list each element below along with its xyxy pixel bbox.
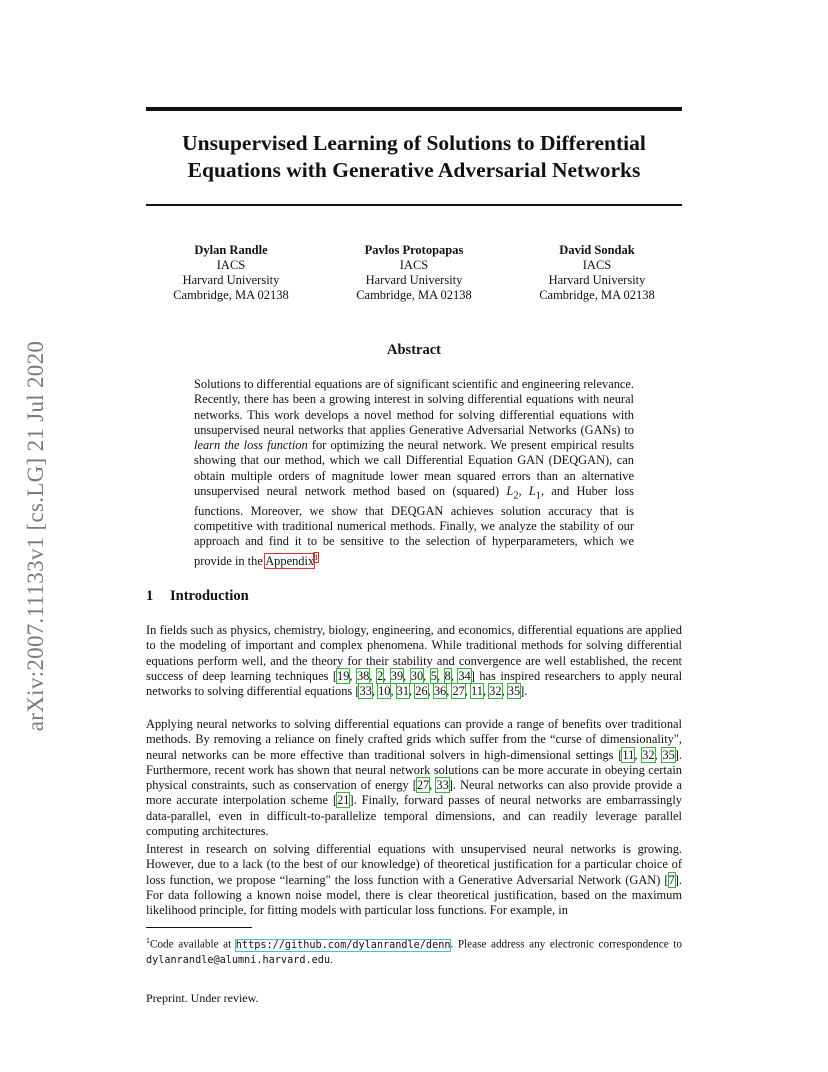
abstract-text-1: Solutions to differential equations are of significant scientific and engineering relevance. Recently, there has been a growing interest in solving differential equations with neural networks. This work develops a novel method for solving differential equations with unsupervised neural networks that applies Generative Adversarial Networks (GANs) to — [194, 377, 634, 437]
appendix-link[interactable]: Appendix — [265, 553, 315, 568]
paragraph-text: Applying neural networks to solving differential equations can provide a range of benefits over traditional methods. By removing a reliance on finely crafted grids which suffer from the “curse of dimensionality", neural networks can be more effective than traditional solvers in high-dimensional settings [ — [146, 717, 682, 762]
citation-link[interactable]: 39 — [390, 668, 404, 683]
citation-link[interactable]: 11 — [622, 747, 635, 762]
footnote-text: . Please address any electronic correspondence to — [450, 938, 682, 951]
citation-group: 27, 33 — [416, 778, 449, 793]
citation-link[interactable]: 36 — [433, 684, 447, 699]
abstract-comma: , — [518, 484, 529, 499]
math-l2-sub: 2 — [513, 490, 519, 502]
intro-paragraph-2 — [146, 717, 682, 839]
intro-paragraph-3 — [146, 842, 682, 918]
preprint-note: Preprint. Under review. — [146, 991, 259, 1005]
citation-link[interactable]: 32 — [489, 684, 502, 699]
author-name: Pavlos Protopapas — [364, 243, 464, 257]
author-dept: IACS — [399, 258, 429, 272]
citation-link[interactable]: 8 — [444, 668, 451, 683]
citation-link[interactable]: 33 — [436, 778, 449, 793]
abstract-emphasis: learn the loss function — [194, 438, 308, 453]
citation-link[interactable]: 2 — [376, 668, 384, 683]
footnote-text: . — [330, 953, 333, 966]
author-institution: Harvard University — [365, 273, 463, 287]
citation-link[interactable]: 32 — [642, 747, 655, 762]
citation-link[interactable]: 33 — [359, 684, 372, 699]
author-name: David Sondak — [559, 243, 635, 257]
section-number: 1 — [146, 588, 154, 604]
citation-group: 11, 32, 35 — [622, 747, 675, 762]
math-l1: L — [528, 484, 536, 499]
footnote-rule — [146, 927, 252, 928]
footnote-text: Code available at — [150, 938, 236, 951]
author-2 — [329, 243, 499, 303]
citation-link[interactable]: 11 — [471, 684, 483, 699]
author-institution: Harvard University — [182, 273, 280, 287]
author-dept: IACS — [582, 258, 612, 272]
section-title: Introduction — [170, 588, 249, 604]
footnote-number: 1 — [146, 936, 150, 945]
title-top-rule — [146, 107, 682, 111]
citation-link[interactable]: 7 — [668, 872, 675, 887]
abstract-text-2: for optimizing the neural network. We present empirical results showing that our method, which we call Differential Equation GAN (DEQGAN), can obtain multiple orders of magnitude lower mean squared errors than an alternative unsupervised neural network method based on (squared) — [194, 438, 634, 499]
author-name: Dylan Randle — [194, 243, 268, 257]
paragraph-text: ]. For data following a known noise model, there is clear theoretical justification, based on the maximum likelihood principle, for fitting models with particular loss functions. For example, in — [146, 872, 682, 918]
citation-group — [337, 793, 349, 807]
citation-link[interactable]: 19 — [337, 668, 350, 683]
paragraph-text: ]. Neural networks can also provide provide a more accurate interpolation scheme [ — [146, 778, 682, 808]
author-city: Cambridge, MA 02138 — [539, 288, 655, 302]
math-l1-sub: 1 — [535, 490, 541, 502]
arxiv-identifier: arXiv:2007.11133v1 [cs.LG] 21 Jul 2020 — [23, 340, 48, 732]
arxiv-sidebar — [10, 0, 62, 1072]
paper-title: Unsupervised Learning of Solutions to Differential Equations with Generative Adversarial Networks — [182, 131, 646, 182]
math-l2: L — [506, 484, 514, 499]
citation-group: 33, 10, 31, 26, 36, 27, 11, 32, 35 — [359, 684, 521, 699]
abstract-text-3: , and Huber loss functions. Moreover, we show that DEQGAN achieves solution accuracy that is competitive with traditional numerical methods. Finally, we analyze the stability of our approach and find it to be sensitive to the selection of hyperparameters, which we provide in the — [194, 484, 634, 568]
citation-link[interactable]: 38 — [356, 668, 370, 683]
citation-link[interactable]: 21 — [337, 793, 350, 808]
paragraph-text: ]. Finally, forward passes of neural networks are embarrassingly data-parallel, even in difficult-to-parallelize temporal dimensions, and can readily leverage parallel computing architectures. — [146, 793, 682, 839]
author-1 — [146, 243, 316, 303]
abstract-heading: Abstract — [387, 342, 441, 358]
citation-link[interactable]: 35 — [507, 684, 521, 699]
author-city: Cambridge, MA 02138 — [173, 288, 289, 302]
paragraph-text: ]. Furthermore, recent work has shown that neural network solutions can be more accurate in obeying certain physical constraints, such as conservation of energy [ — [146, 747, 683, 793]
code-url-link[interactable]: https://github.com/dylanrandle/denn — [235, 939, 451, 951]
citation-link[interactable]: 5 — [430, 668, 437, 683]
author-dept: IACS — [216, 258, 246, 272]
citation-group: 19, 38, 2, 39, 30, 5, 8, 34 — [337, 668, 471, 683]
title-bottom-rule — [146, 204, 682, 206]
citation-link[interactable]: 27 — [452, 684, 465, 699]
author-institution: Harvard University — [548, 273, 646, 287]
author-3 — [512, 243, 682, 303]
author-block — [146, 243, 682, 303]
section-heading-introduction — [146, 588, 249, 605]
footnote — [146, 934, 682, 968]
citation-link[interactable]: 27 — [416, 778, 430, 793]
paragraph-text: In fields such as physics, chemistry, biology, engineering, and economics, differential equations are applied to the modeling of important and complex phenomena. While traditional methods for solving differential equations perform well, and the theory for their stability and convergence are well established, the recent success of deep learning techniques [ — [146, 623, 682, 683]
citation-link[interactable]: 31 — [396, 684, 410, 699]
footnote-marker-link[interactable]: 1 — [314, 552, 319, 562]
paragraph-text: Interest in research on solving differential equations with unsupervised neural networks is growing. However, due to a lack (to the best of our knowledge) of theoretical justification for a particular choice of loss function, we propose “learning" the loss function with a Generative Adversarial Network (GAN) [ — [146, 842, 682, 887]
contact-email: dylanrandle@alumni.harvard.edu — [146, 954, 331, 966]
intro-paragraph-1 — [146, 623, 682, 699]
citation-link[interactable]: 30 — [410, 668, 424, 683]
citation-link[interactable]: 35 — [662, 747, 675, 762]
author-city: Cambridge, MA 02138 — [356, 288, 472, 302]
paragraph-text: ]. — [520, 684, 528, 699]
citation-link[interactable]: 26 — [415, 684, 428, 699]
citation-link[interactable]: 10 — [378, 684, 391, 699]
paragraph-text: ] has inspired researchers to apply neural networks to solving differential equations [ — [146, 668, 683, 699]
abstract-body — [194, 377, 634, 569]
citation-link[interactable]: 34 — [458, 668, 471, 683]
